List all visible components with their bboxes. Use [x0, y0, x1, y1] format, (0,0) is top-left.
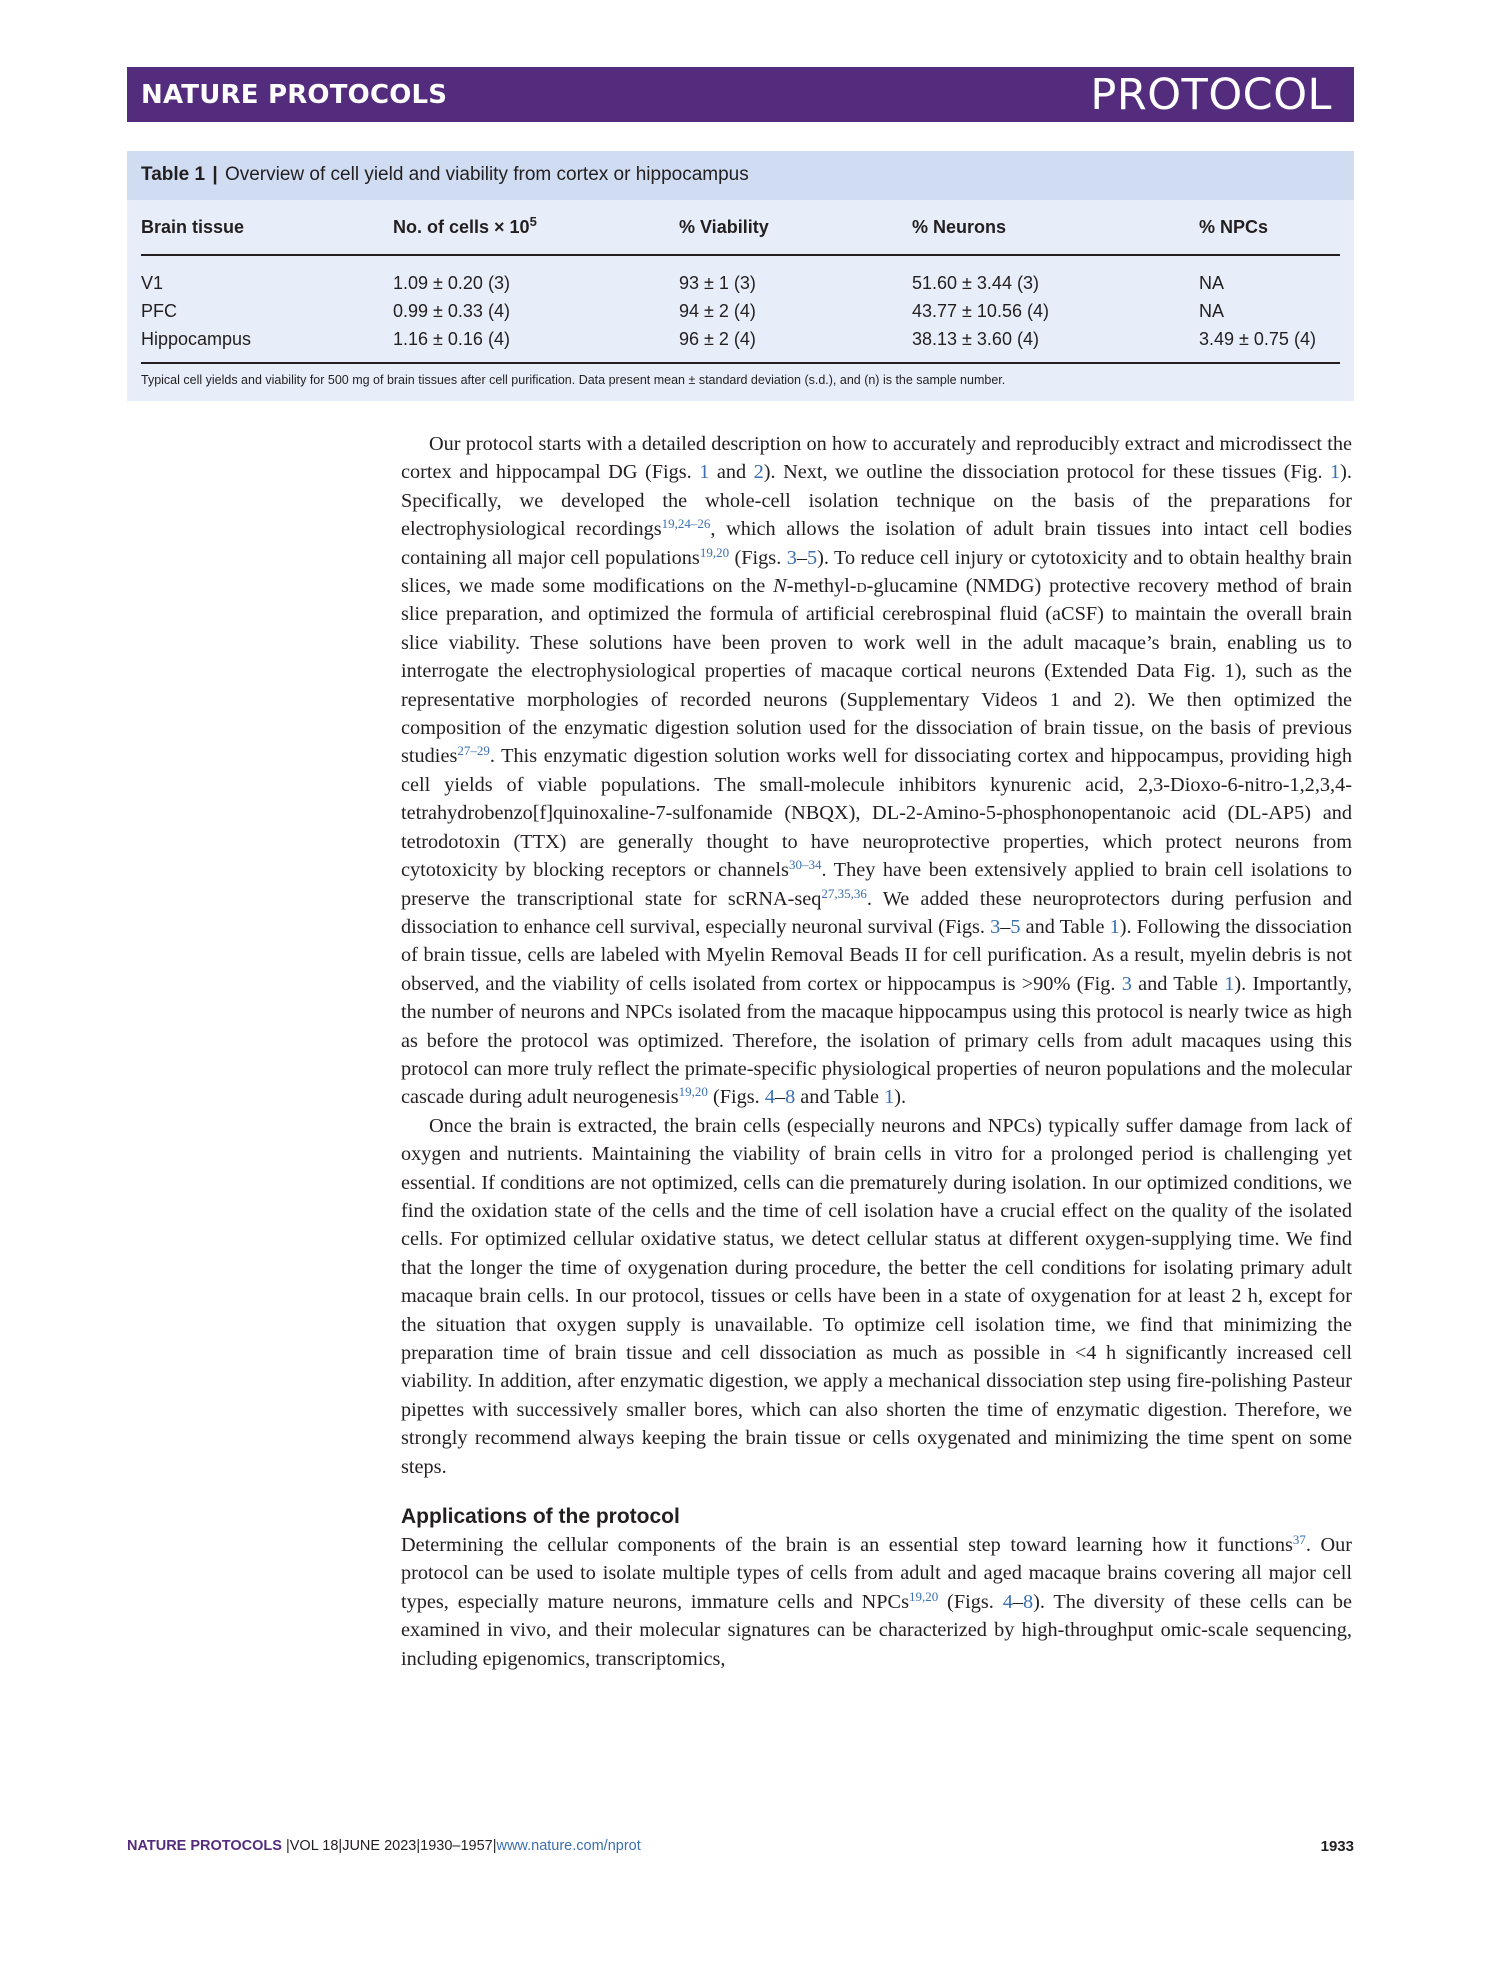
citation-link[interactable]: 19,24–26 — [661, 516, 711, 532]
footer-divider: | — [285, 1838, 290, 1854]
figure-link[interactable]: 3 — [786, 546, 797, 569]
citation-link[interactable]: 30–34 — [788, 857, 822, 873]
figure-link[interactable]: 8 — [785, 1086, 796, 1109]
table-title — [141, 164, 749, 186]
cell-npcs: 3.49 ± 0.75 (4) — [1199, 329, 1316, 349]
cell-viability: 94 ± 2 (4) — [679, 301, 756, 321]
table-footnote: Typical cell yields and viability for 500 mg of brain tissues after cell purification. Data present mean ± standard deviation (s.d.), and (n) is the sample number. — [141, 373, 1006, 387]
article-type: PROTOCOL — [1090, 70, 1332, 120]
cell-cells: 0.99 ± 0.33 (4) — [393, 301, 510, 321]
col-header-cells — [393, 214, 537, 238]
table-link[interactable]: 1 — [884, 1086, 895, 1109]
figure-link[interactable]: 4 — [764, 1086, 775, 1109]
figure-link[interactable]: 2 — [753, 461, 764, 484]
footer-journal: NATURE PROTOCOLS — [127, 1838, 282, 1854]
footer-divider: | — [416, 1838, 421, 1854]
citation-link[interactable]: 37 — [1292, 1532, 1306, 1548]
article-body — [401, 430, 1352, 1673]
cell-cells: 1.16 ± 0.16 (4) — [393, 329, 510, 349]
cell-tissue: V1 — [141, 273, 164, 293]
table-title-bar — [127, 151, 1354, 200]
citation-link[interactable]: 19,20 — [699, 544, 730, 560]
figure-link[interactable]: 3 — [990, 915, 1001, 938]
header-banner — [127, 67, 1354, 122]
footer-divider: | — [338, 1838, 343, 1854]
table-rule-bottom — [141, 362, 1340, 364]
cell-neurons: 38.13 ± 3.60 (4) — [912, 329, 1039, 349]
figure-link[interactable]: 5 — [806, 546, 818, 569]
cell-tissue: PFC — [141, 301, 177, 321]
table-link[interactable]: 1 — [1109, 915, 1120, 938]
cell-neurons: 51.60 ± 3.44 (3) — [912, 273, 1039, 293]
table-separator: | — [212, 164, 218, 185]
figure-link[interactable]: 1 — [1330, 461, 1341, 484]
col-header-viability: % Viability — [679, 217, 769, 237]
footer-divider: | — [492, 1838, 497, 1854]
col-header-cells-label: No. of cells × 10 — [393, 217, 530, 237]
figure-link[interactable]: 5 — [1010, 915, 1021, 938]
footer-url[interactable]: www.nature.com/nprot — [496, 1838, 641, 1854]
table-link[interactable]: 1 — [1224, 972, 1235, 995]
col-header-tissue: Brain tissue — [141, 217, 245, 237]
footer-volume: VOL 18 — [289, 1838, 339, 1854]
cell-npcs: NA — [1199, 301, 1225, 321]
body-paragraph-2: Once the brain is extracted, the brain cells (especially neurons and NPCs) typically suffer damage from lack of oxygen and nutrients. Maintaining the viability of brain cells in vitro for a prolonged period is challenging yet essential. If conditions are not optimized, cells can die prematurely during isolation. In our optimized conditions, we find the oxidation state of the cells and the time of cell isolation have a crucial effect on the quality of the isolated cells. For optimized cellular oxidative status, we detect cellular status at different oxygen-supplying time. We find that the longer the time of oxygenation during procedure, the better the cell conditions for isolating primary adult macaque brain cells. In our protocol, tissues or cells have been in a state of oxygenation for at least 2 h, except for the situation that oxygen supply is unavailable. To optimize cell isolation time, we find that minimizing the preparation time of brain tissue and cell dissociation as much as possible in <4 h significantly increased cell viability. In addition, after enzymatic digestion, we apply a mechanical dissociation step using fire-polishing Pasteur pipettes with successively smaller bores, which can also shorten the time of enzymatic digestion. Therefore, we strongly recommend always keeping the brain tissue or cells oxygenated and minimizing the time spent on some steps. — [401, 1114, 1352, 1478]
figure-link[interactable]: 1 — [699, 461, 710, 484]
journal-name: NATURE PROTOCOLS — [141, 80, 448, 110]
citation-link[interactable]: 27–29 — [457, 743, 490, 759]
page-footer — [127, 1838, 1354, 1854]
section-heading: Applications of the protocol — [401, 1505, 680, 1529]
cell-viability: 96 ± 2 (4) — [679, 329, 756, 349]
cell-viability: 93 ± 1 (3) — [679, 273, 756, 293]
table-caption: Overview of cell yield and viability from cortex or hippocampus — [224, 164, 749, 185]
table-rule-top — [141, 254, 1340, 256]
col-header-neurons: % Neurons — [912, 217, 1007, 237]
figure-link[interactable]: 4 — [1002, 1590, 1013, 1613]
citation-link[interactable]: 19,20 — [678, 1084, 708, 1100]
table-label: Table 1 — [141, 164, 206, 185]
footer-pages: 1930–1957 — [420, 1838, 493, 1854]
col-header-npcs: % NPCs — [1199, 217, 1269, 237]
cell-tissue: Hippocampus — [141, 329, 252, 349]
citation-link[interactable]: 19,20 — [908, 1588, 939, 1604]
cell-neurons: 43.77 ± 10.56 (4) — [912, 301, 1049, 321]
figure-link[interactable]: 3 — [1121, 972, 1132, 995]
col-header-cells-exponent: 5 — [529, 214, 537, 229]
citation-link[interactable]: 27,35,36 — [821, 885, 867, 901]
body-paragraph-3: Determining the cellular components of the brain is an essential step toward learning how it functions$^{37}$. Our protocol can be used to isolate multiple types of cells from adult and aged macaque brains covering all major cell types, especially mature neurons, immature cells and NPCs$^{19,20}$ (Figs. 4–8). The diversity of these cells can be examined in vivo, and their molecular signatures can be characterized by high-throughput omic-scale sequencing, including epigenomics, transcriptomics, — [401, 1532, 1352, 1670]
table-1 — [127, 151, 1354, 401]
figure-link[interactable]: 8 — [1022, 1590, 1034, 1613]
cell-cells: 1.09 ± 0.20 (3) — [393, 273, 510, 293]
body-paragraph-1: Our protocol starts with a detailed description on how to accurately and reproducibly extract and microdissect the cortex and hippocampal DG (Figs. 1 and 2). Next, we outline the dissociation protocol for these tissues (Fig. 1). Specifically, we developed the whole-cell isolation technique on the basis of the preparations for electrophysiological recordings$^{19,24-26}$, which allows the isolation of adult brain tissues into intact cell bodies containing all major cell populations$^{19,20}$ (Figs. 3–5). To reduce cell injury or cytotoxicity and to obtain healthy brain slices, we made some modifications on the N-methyl-d-glucamine (NMDG) protective recovery method of brain slice preparation, and optimized the formula of artificial cerebrospinal fluid (aCSF) to maintain the overall brain slice viability. These solutions have been proven to work well in the adult macaque’s brain, enabling us to interrogate the electrophysiological properties of macaque cortical neurons (Extended Data Fig. 1), such as the representative morphologies of recorded neurons (Supplementary Videos 1 and 2). We then optimized the composition of the enzymatic digestion solution used for the dissociation of brain tissue, on the basis of previous studies$^{27-29}$. This enzymatic digestion solution works well for dissociating cortex and hippocampus, providing high cell yields of viable populations. The small-molecule inhibitors kynurenic acid, 2,3-Dioxo-6-nitro-1,2,3,4-tetrahydrobenzo[f]quinoxaline-7-sulfonamide (NBQX), DL-2-Amino-5-phosphonopentanoic acid (DL-AP5) and tetrodotoxin (TTX) are generally thought to have neuroprotective properties, which protect neurons from cytotoxicity by blocking receptors or channels$^{30-34}$. They have been extensively applied to brain cell isolations to preserve the transcriptional state for scRNA-seq$^{27,35,36}$. We added these neuroprotectors during perfusion and dissociation to enhance cell survival, especially neuronal survival (Figs. 3–5 and Table 1). Following the dissociation of brain tissue, cells are labeled with Myelin Removal Beads II for cell purification. As a result, myelin debris is not observed, and the viability of cells isolated from cortex or hippocampus is >90% (Fig. 3 and Table 1). Importantly, the number of neurons and NPCs isolated from the macaque hippocampus using this protocol is nearly twice as high as before the protocol was optimized. Therefore, the isolation of primary cells from adult macaques using this protocol can more truly reflect the primate-specific physiological properties of neuron populations and the molecular cascade during adult neurogenesis$^{19,20}$ (Figs. 4–8 and Table 1). — [401, 433, 1352, 1109]
footer-date: JUNE 2023 — [342, 1838, 417, 1854]
page-number: 1933 — [1320, 1838, 1354, 1855]
cell-npcs: NA — [1199, 273, 1225, 293]
